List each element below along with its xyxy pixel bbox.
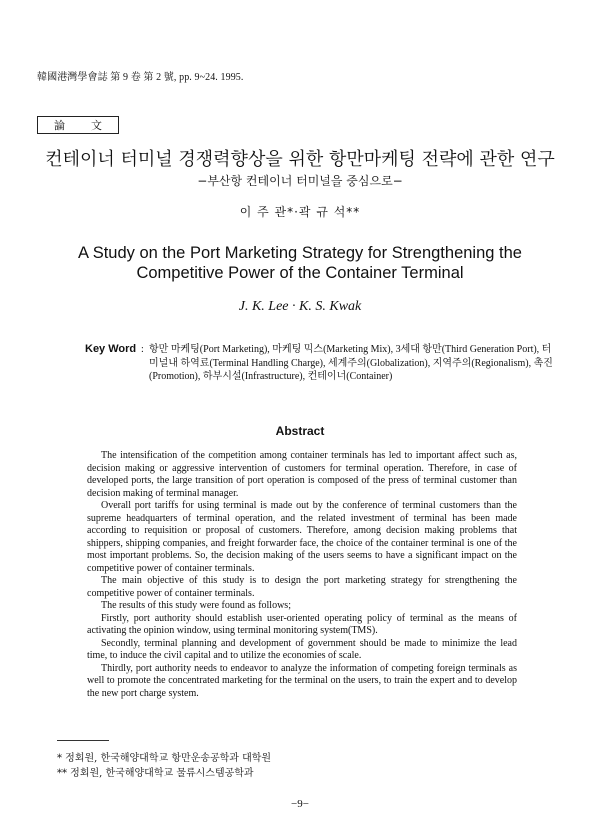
korean-authors: 이 주 관*·곽 규 석**	[239, 205, 361, 219]
abstract-paragraph: Firstly, port authority should establish user-oriented operating policy of terminal as the means of activating the opinion window, using terminal monitoring system(TMS).	[87, 612, 517, 636]
page-number: −9−	[291, 798, 309, 810]
korean-title: 컨테이너 터미널 경쟁력향상을 위한 항만마케팅 전략에 관한 연구	[45, 149, 555, 170]
article-type-left: 論	[54, 120, 65, 132]
abstract-paragraph: Thirdly, port authority needs to endeavor to analyze the information of competing foreign terminals as well to promote the concentrated marketing for the terminal on the users, to train the expert and to develop the new port charge system.	[87, 662, 517, 699]
abstract-paragraph: Secondly, terminal planning and development of government should be made to minimize the lead time, to induce the civil capital and to utilize the economies of scale.	[87, 637, 517, 661]
journal-citation: 韓國港灣學會誌 第 9 卷 第 2 號, pp. 9~24. 1995.	[37, 72, 244, 83]
footnote-2: ** 정회원, 한국해양대학교 물류시스템공학과	[57, 768, 254, 779]
english-title	[0, 243, 600, 283]
english-title-line-2: Competitive Power of the Container Terminal	[136, 264, 464, 282]
keywords-text: 항만 마케팅(Port Marketing), 마케팅 믹스(Marketing Mix), 3세대 항만(Third Generation Port), 터미널내 하역료(Terminal Handling Charge), 세계주의(Globalization), 지역주의(Regionalism), 촉진(Promotion), 하부시설(Infrastructure), 컨테이너(Container)	[149, 344, 553, 382]
abstract-paragraph: The results of this study were found as follows;	[101, 600, 291, 611]
abstract-heading: Abstract	[275, 424, 325, 438]
keywords-block	[85, 343, 560, 384]
english-authors: J. K. Lee · K. S. Kwak	[238, 299, 362, 314]
footnote-divider	[57, 740, 109, 741]
abstract-paragraph: The main objective of this study is to design the port marketing strategy for strengthening the competitive power of container terminals.	[87, 575, 517, 599]
footnotes	[57, 751, 271, 781]
keywords-label: Key Word	[85, 343, 137, 355]
abstract-paragraph: The intensification of the competition among container terminals has led to important affect such as, decision making or aggressive intervention of customers for terminal operation. Therefore, in case of developed ports, the large transition of port operation is composed of the press of terminal customer than decision making of terminal manager.	[87, 450, 517, 499]
article-type-right: 文	[91, 120, 102, 132]
keywords-colon: :	[141, 344, 144, 355]
abstract-body	[87, 450, 517, 700]
article-type-box	[37, 116, 119, 134]
abstract-paragraph: Overall port tariffs for using terminal is made out by the conference of terminal customers than the supreme headquarters of terminal operation, and the related investment of terminal has been made according to requisition or proposal of customers. Therefore, among decision making problems that shippers, shipping companies, and freight forwarder face, the choice of the container terminal is one of the most important problems. So, the decision making of the users seems to have a significant impact on the competitive power of container terminals.	[87, 500, 517, 574]
footnote-1: * 정회원, 한국해양대학교 항만운송공학과 대학원	[57, 753, 272, 764]
korean-subtitle: −부산항 컨테이너 터미널을 중심으로−	[197, 174, 403, 188]
english-title-line-1: A Study on the Port Marketing Strategy for Strengthening the	[78, 244, 522, 262]
